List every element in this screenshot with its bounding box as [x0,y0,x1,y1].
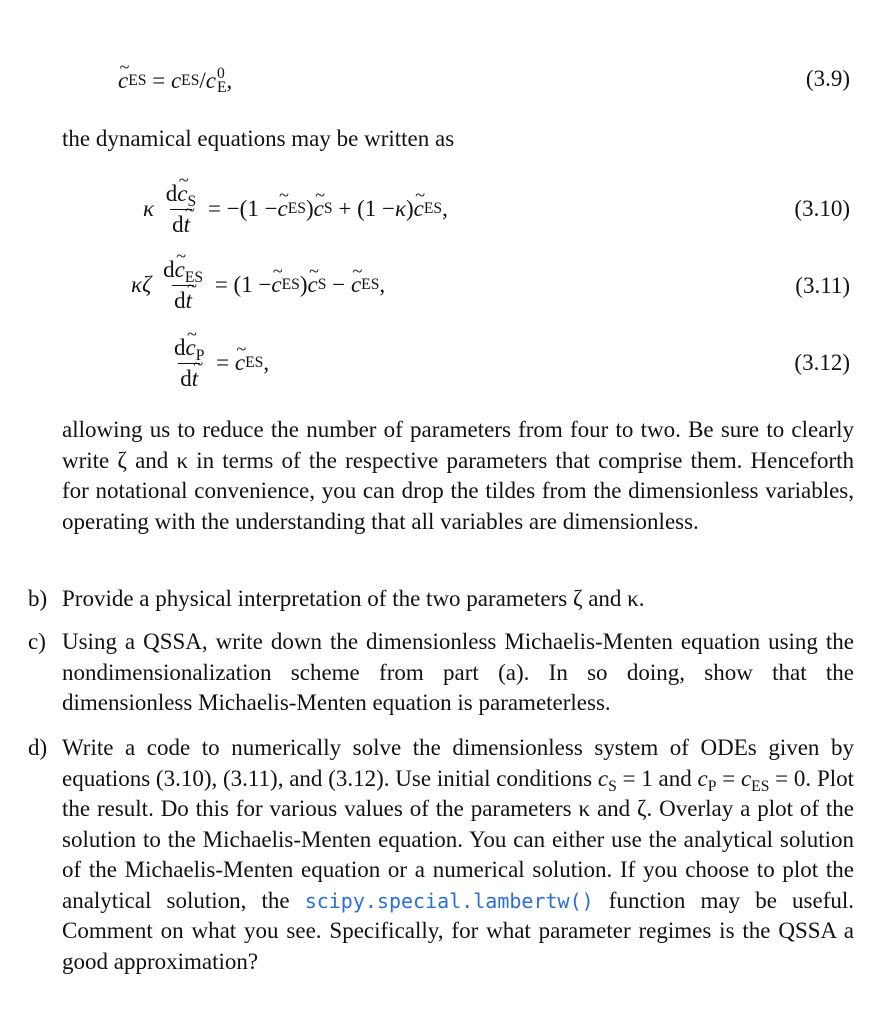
equation-3-9: ~ c ES = c ES / c 0 E , [118,64,232,98]
equation-number-3-9: (3.9) [805,66,850,91]
equation-3-10: κ $\frac{d\sim c_S}{d\sim t}$ = −(1 − ~ c ES ) ~ c S + (1 − κ ) ~ c ES , [143,180,448,238]
item-d-text-part1: Write a code to numerically solve the dimensionless system of ODEs given by equations (3.10), (3.11), and (3.12). Use initial conditions [62,735,854,791]
item-d-label: d) [28,735,48,760]
item-b-label: b) [28,586,48,611]
item-b-text: Provide a physical interpretation of the two parameters ζ and κ. [62,586,645,611]
equation-3-12: $\frac{d\sim c_P}{d\sim t}$ = ~ c ES , [168,334,269,392]
item-c-label: c) [28,629,46,654]
lambertw-code: scipy.special.lambertw() [304,888,594,913]
initial-conditions: $c_S = 1$ and $c_P = c_{ES} = 0$. [597,765,812,795]
item-d-text [62,733,854,977]
equation-number-3-11: (3.11) [795,273,850,298]
paragraph-a-continued: allowing us to reduce the number of parameters from four to two. Be sure to clearly write ζ and κ in terms of the respective parameters that comprise them. Henceforth for notational convenience, you can drop the tildes from the dimensionless variables, operating with the understanding that all variables are dimensionless. [62,417,854,534]
item-c-text: Using a QSSA, write down the dimensionless Michaelis-Menten equation using the nondimensionalization scheme from part (a). In so doing, show that the dimensionless Michaelis-Menten equation is parameterless. [62,629,854,715]
equation-number-3-12: (3.12) [794,350,850,375]
equation-number-3-10: (3.10) [794,196,850,221]
equation-3-11: κζ $\frac{d\sim c_{ES}}{d\sim t}$ = (1 − ~ c ES ) ~ c S − ~ c ES , [131,256,385,314]
item-d-text-part2: Plot the result. Do this for various values of the parameters κ and ζ. Overlay a plot of the solution to the Michaelis-Menten equation. You can either use the analytical solution of the Michaelis-Menten equation or a numerical solution. If you choose to plot the analytical solution, the [62,765,855,913]
item-d-text-part3: function may be useful. Comment on what you see. Specifically, for what parameter regimes is the QSSA a good approximation? [62,887,855,974]
intro-text: the dynamical equations may be written as [62,126,455,151]
